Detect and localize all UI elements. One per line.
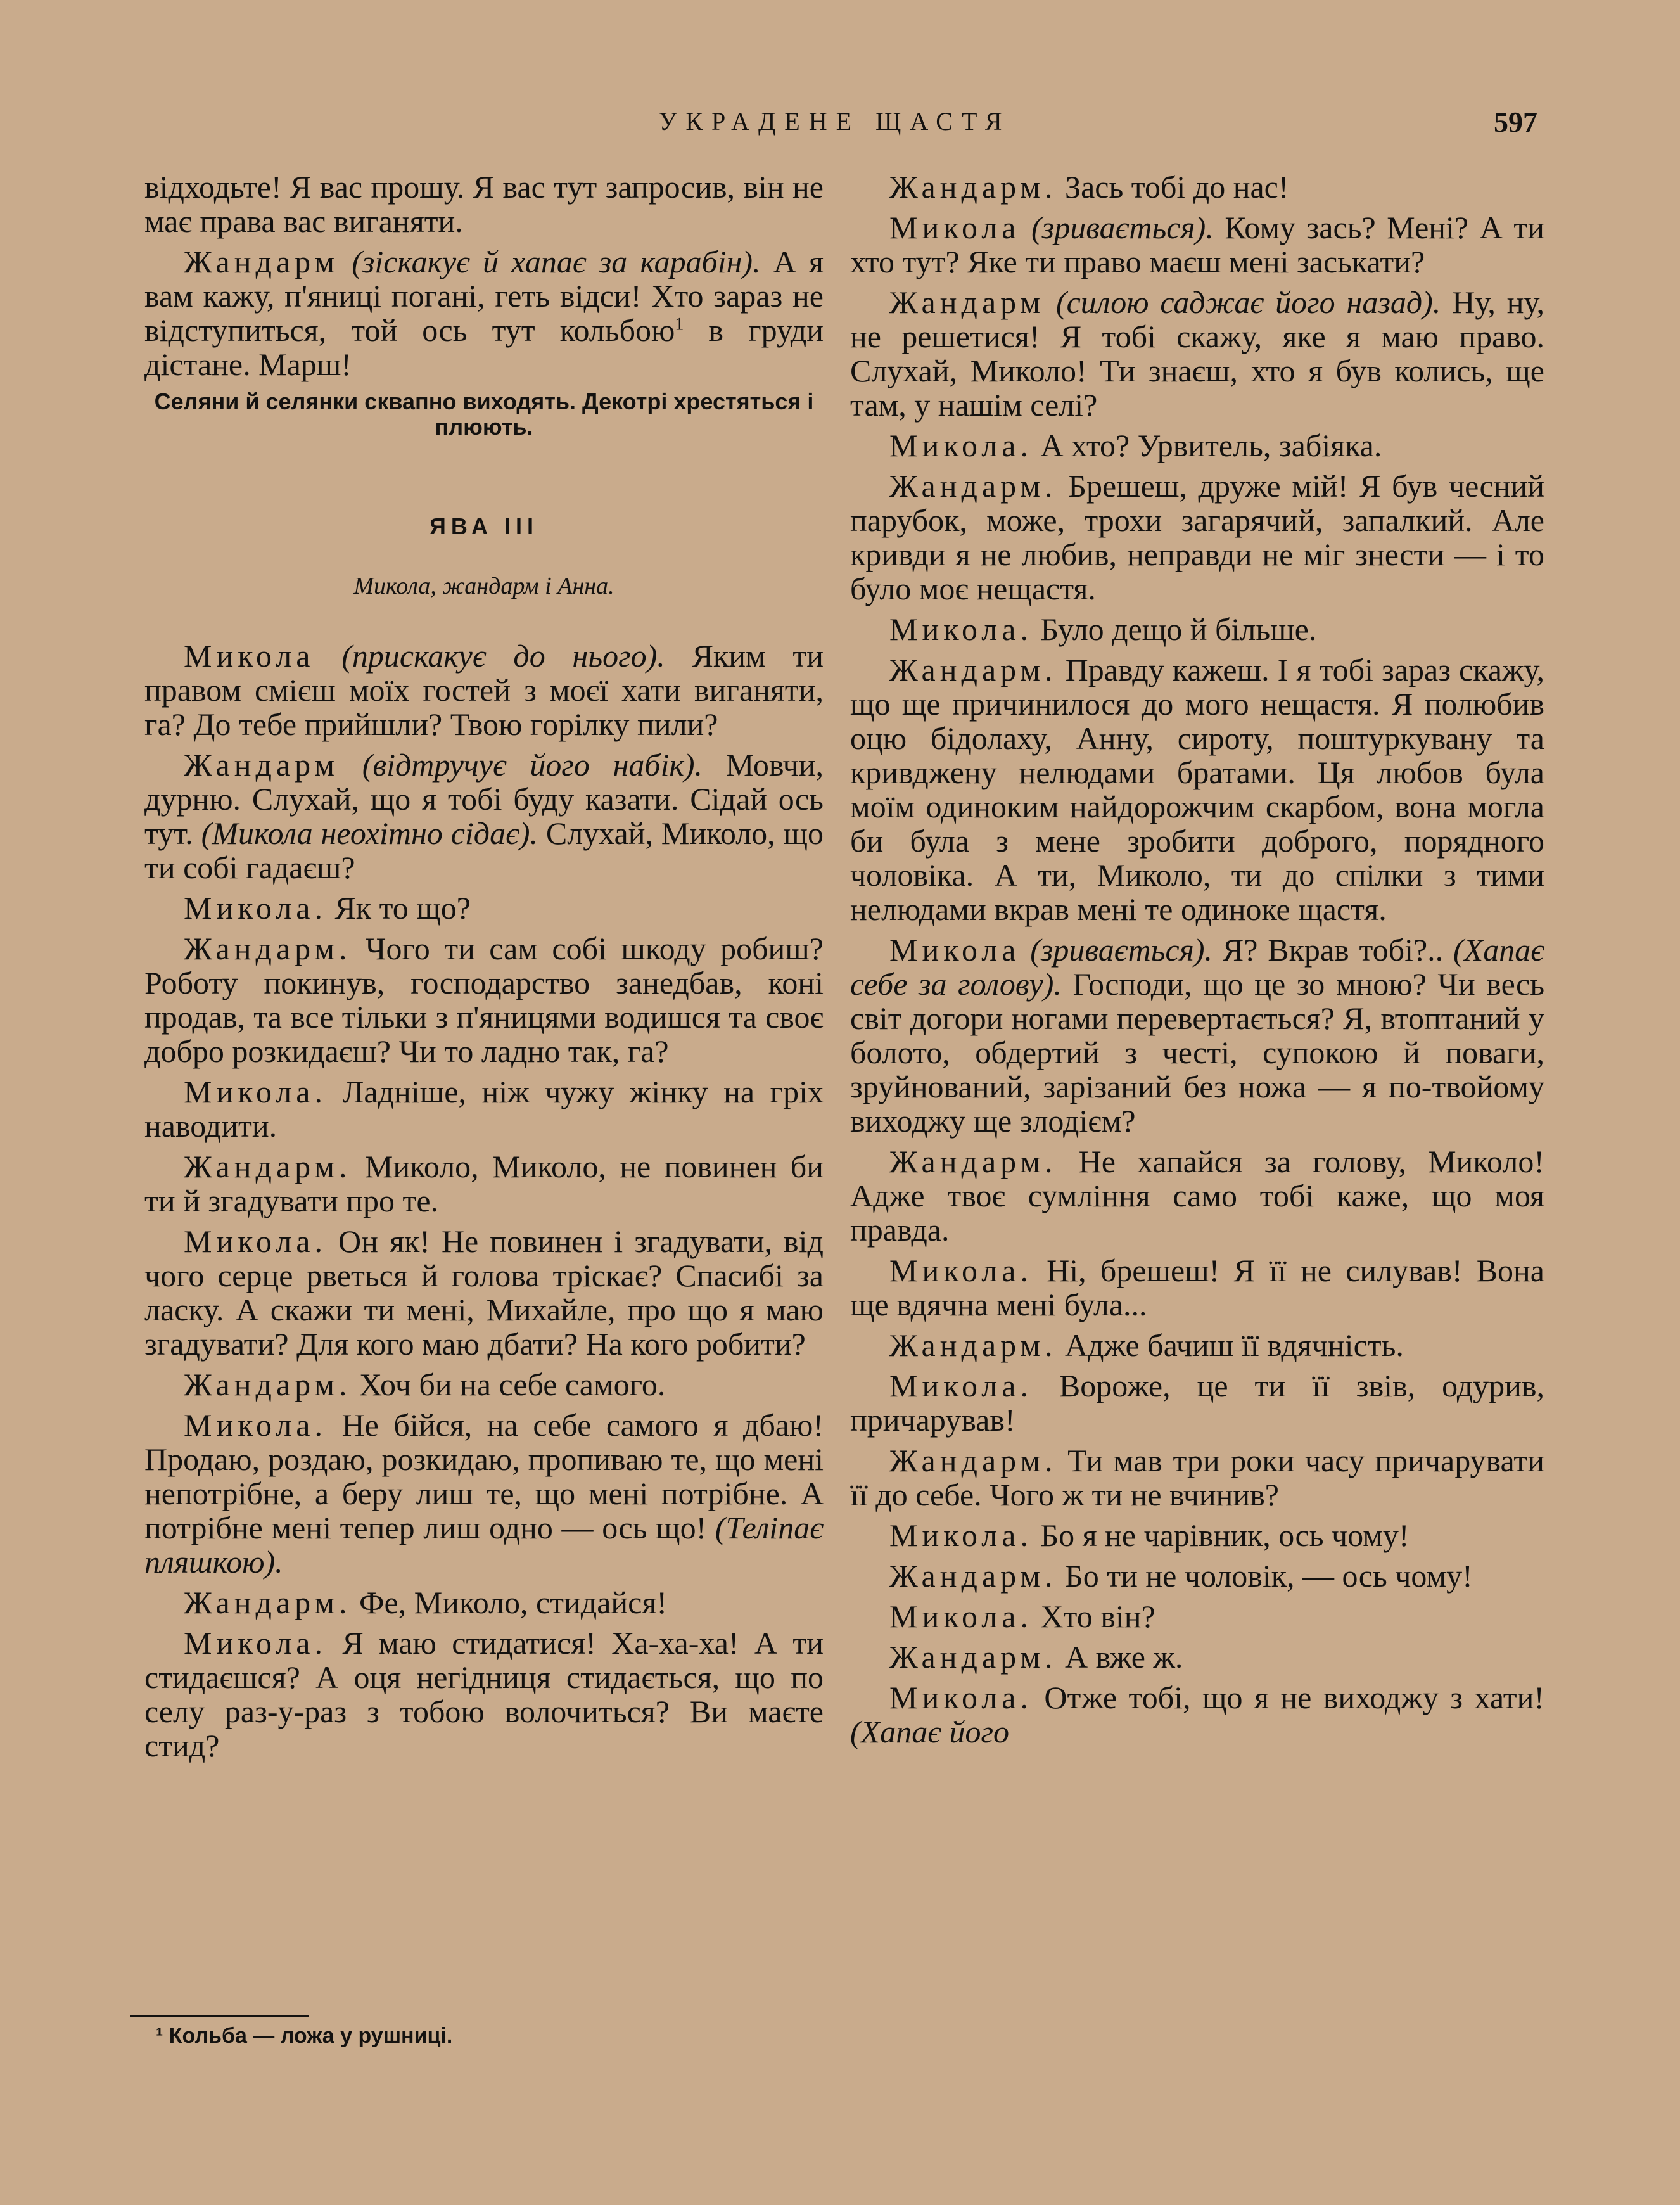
speech: Правду кажеш. І я тобі зараз скажу, що ще причинилося до мого нещастя. Я полюбив оцю бідолаху, Анну, сироту, поштуркувану та кривджену нелюдами братами. Ця любов була моїм одиноким найдорожчим скарбом, вона могла би була з мене зробити доброго, порядного чоловіка. А ти, Миколо, ти до спілки з тими нелюдами вкрав мені те одиноке щастя. <box>850 652 1544 927</box>
speaker: Жандарм <box>184 747 340 783</box>
scene-title: ЯВА III <box>429 513 539 539</box>
paragraph <box>144 1626 824 1763</box>
stage-direction: (Хапає себе за голову). <box>850 932 1544 1002</box>
speaker: Микола. <box>184 890 327 926</box>
speaker: Микола. <box>889 428 1033 463</box>
paragraph <box>850 1369 1544 1437</box>
page-number: 597 <box>1494 106 1537 138</box>
paragraph <box>850 933 1544 1138</box>
speech: А я вам кажу, п'яниці погані, геть відси! Хто зараз не відступиться, той ось тут кольбою <box>144 244 824 348</box>
paragraph <box>850 1328 1544 1362</box>
paragraph <box>144 1224 824 1361</box>
speech: Зась тобі до нас! <box>1065 169 1289 205</box>
speech: Брешеш, друже мій! Я був чесний парубок, може, трохи загарячий, запалкий. Але кривди я не любив, неправди не міг знести — і то було моє нещастя. <box>850 468 1545 606</box>
paragraph <box>850 1253 1544 1322</box>
paragraph <box>850 1640 1544 1674</box>
paragraph <box>850 428 1544 463</box>
speaker: Жандарм. <box>889 169 1057 205</box>
paragraph <box>850 1680 1544 1749</box>
paragraph <box>144 891 824 925</box>
footnote <box>156 2024 452 2048</box>
paragraph <box>144 931 824 1068</box>
stage-direction: (Хапає його <box>850 1714 1010 1749</box>
speech: Хоч би на себе самого. <box>359 1367 666 1402</box>
paragraph <box>850 1443 1544 1512</box>
speaker: Микола. <box>184 1625 327 1661</box>
stage-direction: (зіскакує й хапає за карабін). <box>352 244 761 279</box>
speaker: Жандарм <box>184 244 340 279</box>
paragraph <box>850 469 1544 606</box>
paragraph <box>144 1408 824 1579</box>
paragraph <box>144 639 824 741</box>
paragraph <box>850 1559 1544 1593</box>
speech: Он як! Не повинен і згадувати, від чого серце рветься й голова тріскає? Спасибі за ласку. А скажи ти мені, Михайле, про що я маю згадувати? Для кого маю дбати? На кого робити? <box>144 1224 824 1362</box>
paragraph <box>850 1518 1544 1552</box>
stage-direction: (зривається). <box>1031 210 1214 245</box>
speaker: Жандарм <box>889 284 1045 320</box>
speech: Бо я не чарівник, ось чому! <box>1040 1518 1410 1553</box>
speech: А хто? Урвитель, забіяка. <box>1040 428 1382 463</box>
paragraph <box>850 285 1544 422</box>
speaker: Микола. <box>184 1074 327 1109</box>
speaker: Микола. <box>889 1253 1033 1288</box>
speaker: Жандарм. <box>889 468 1057 504</box>
speech: А вже ж. <box>1065 1639 1183 1675</box>
speaker: Жандарм. <box>889 652 1057 687</box>
speech: в груди дістане. Марш! <box>144 312 824 382</box>
footnote-rule <box>130 2015 309 2017</box>
stage-direction: (прискакує до нього). <box>341 638 665 674</box>
speaker: Микола. <box>889 1368 1033 1403</box>
speech: Ладніше, ніж чужу жінку на гріх наводити. <box>144 1074 824 1144</box>
speech: Не бійся, на себе самого я дбаю! Продаю, роздаю, розкидаю, пропиваю те, що мені непотрібне, а беру лиш те, що мені потрібне. А потрібне мені тепер лиш одно — ось що! <box>144 1407 824 1545</box>
speaker: Жандарм. <box>184 1149 352 1184</box>
paragraph <box>850 210 1544 279</box>
speaker: Микола. <box>889 611 1033 647</box>
speech: Чого ти сам собі шкоду робиш? Роботу покинув, господарство занедбав, коні продав, та все тільки з п'яницями водишся та своє добро розкидаєш? Чи то ладно так, га? <box>144 931 824 1069</box>
speech: Як то що? <box>334 890 471 926</box>
speaker: Микола <box>184 638 315 674</box>
speech: Адже бачиш її вдячність. <box>1065 1327 1404 1363</box>
speech: Я? Вкрав тобі?.. <box>1222 932 1444 968</box>
stage-direction: (зривається). <box>1030 932 1213 968</box>
speaker: Микола. <box>889 1680 1033 1715</box>
running-head: УКРАДЕНЕ ЩАСТЯ <box>659 107 1011 136</box>
paragraph: відходьте! Я вас прошу. Я вас тут запросив, він не має права вас виганяти. <box>144 169 824 239</box>
speaker: Жандарм. <box>184 1367 352 1402</box>
speech: Ну, ну, не решетися! Я тобі скажу, яке я маю право. Слухай, Миколо! Ти знаєш, хто я був колись, ще там, у нашім селі? <box>850 284 1545 423</box>
stage-direction: (Теліпає пляшкою). <box>144 1510 824 1580</box>
speech: Ні, брешеш! Я її не силував! Вона ще вдячна мені була... <box>850 1253 1544 1322</box>
speaker: Жандарм. <box>889 1144 1057 1179</box>
speech: Вороже, це ти її звів, одурив, причарував! <box>850 1368 1545 1438</box>
speaker: Микола. <box>184 1224 327 1259</box>
speech: Хто він? <box>1040 1599 1155 1634</box>
speech: Слухай, Миколо, що ти собі гадаєш? <box>144 815 824 885</box>
speaker: Микола. <box>889 1599 1033 1634</box>
speaker: Жандарм. <box>889 1639 1057 1675</box>
paragraph <box>850 653 1544 926</box>
paragraph <box>850 170 1544 204</box>
stage-direction: (відтручує його набік). <box>362 747 703 783</box>
speech: Господи, що це зо мною? Чи весь світ догори ногами перевертається? Я, втоптаний у болото, обдертий з честі, супокою й поваги, зруйнований, зарізаний без ножа — я по-твойому виходжу ще злодієм? <box>850 966 1545 1139</box>
speaker: Жандарм. <box>184 1585 352 1620</box>
speech: Бо ти не чоловік, — ось чому! <box>1065 1558 1473 1594</box>
speaker: Жандарм. <box>184 931 352 966</box>
speech: Яким ти правом смієш моїх гостей з моєї хати виганяти, га? До тебе прийшли? Твою горілку пили? <box>144 638 824 742</box>
stage-direction-block: Селяни й селянки сквапно виходять. Декотрі хрестяться і плюють. <box>154 388 814 440</box>
paragraph <box>144 748 824 885</box>
paragraph <box>144 245 824 381</box>
paragraph <box>144 1149 824 1218</box>
speech: Отже тобі, що я не виходжу з хати! <box>1044 1680 1544 1715</box>
speaker: Жандарм. <box>889 1558 1057 1594</box>
speech: Було дещо й більше. <box>1040 611 1317 647</box>
speaker: Микола <box>889 932 1021 968</box>
paragraph <box>850 1599 1544 1633</box>
speaker: Микола <box>889 210 1021 245</box>
footnote-ref: 1 <box>675 314 684 335</box>
scene-cast: Микола, жандарм і Анна. <box>353 573 614 599</box>
speech: Мовчи, дурню. Слухай, що я тобі буду казати. Сідай ось тут. <box>144 747 824 851</box>
left-column <box>144 170 824 1769</box>
stage-direction: (силою саджає його назад). <box>1055 284 1441 320</box>
paragraph <box>144 1075 824 1143</box>
paragraph <box>850 612 1544 646</box>
speaker: Жандарм. <box>889 1443 1057 1478</box>
footnote-mark: ¹ <box>156 2024 163 2048</box>
speech: Кому зась? Мені? А ти хто тут? Яке ти право маєш мені заськати? <box>850 210 1545 279</box>
speaker: Микола. <box>889 1518 1033 1553</box>
speaker: Жандарм. <box>889 1327 1057 1363</box>
speech: Не хапайся за голову, Миколо! Адже твоє сумління само тобі каже, що моя правда. <box>850 1144 1544 1248</box>
speaker: Микола. <box>184 1407 327 1443</box>
stage-direction: (Микола неохітно сідає). <box>201 815 538 851</box>
speech: Ти мав три роки часу причарувати її до себе. Чого ж ти не вчинив? <box>850 1443 1545 1512</box>
paragraph <box>144 1585 824 1620</box>
speech: Миколо, Миколо, не повинен би ти й згадувати про те. <box>144 1149 824 1218</box>
paragraph <box>144 1367 824 1402</box>
right-column <box>850 170 1544 1755</box>
paragraph <box>850 1144 1544 1247</box>
speech: Я маю стидатися! Ха-ха-ха! А ти стидаєшся? А оця негідниця стидається, що по селу раз-у-раз з тобою волочиться? Ви маєте стид? <box>144 1625 824 1763</box>
speech: Фе, Миколо, стидайся! <box>359 1585 668 1620</box>
footnote-text: Кольба — ложа у рушниці. <box>169 2024 453 2048</box>
